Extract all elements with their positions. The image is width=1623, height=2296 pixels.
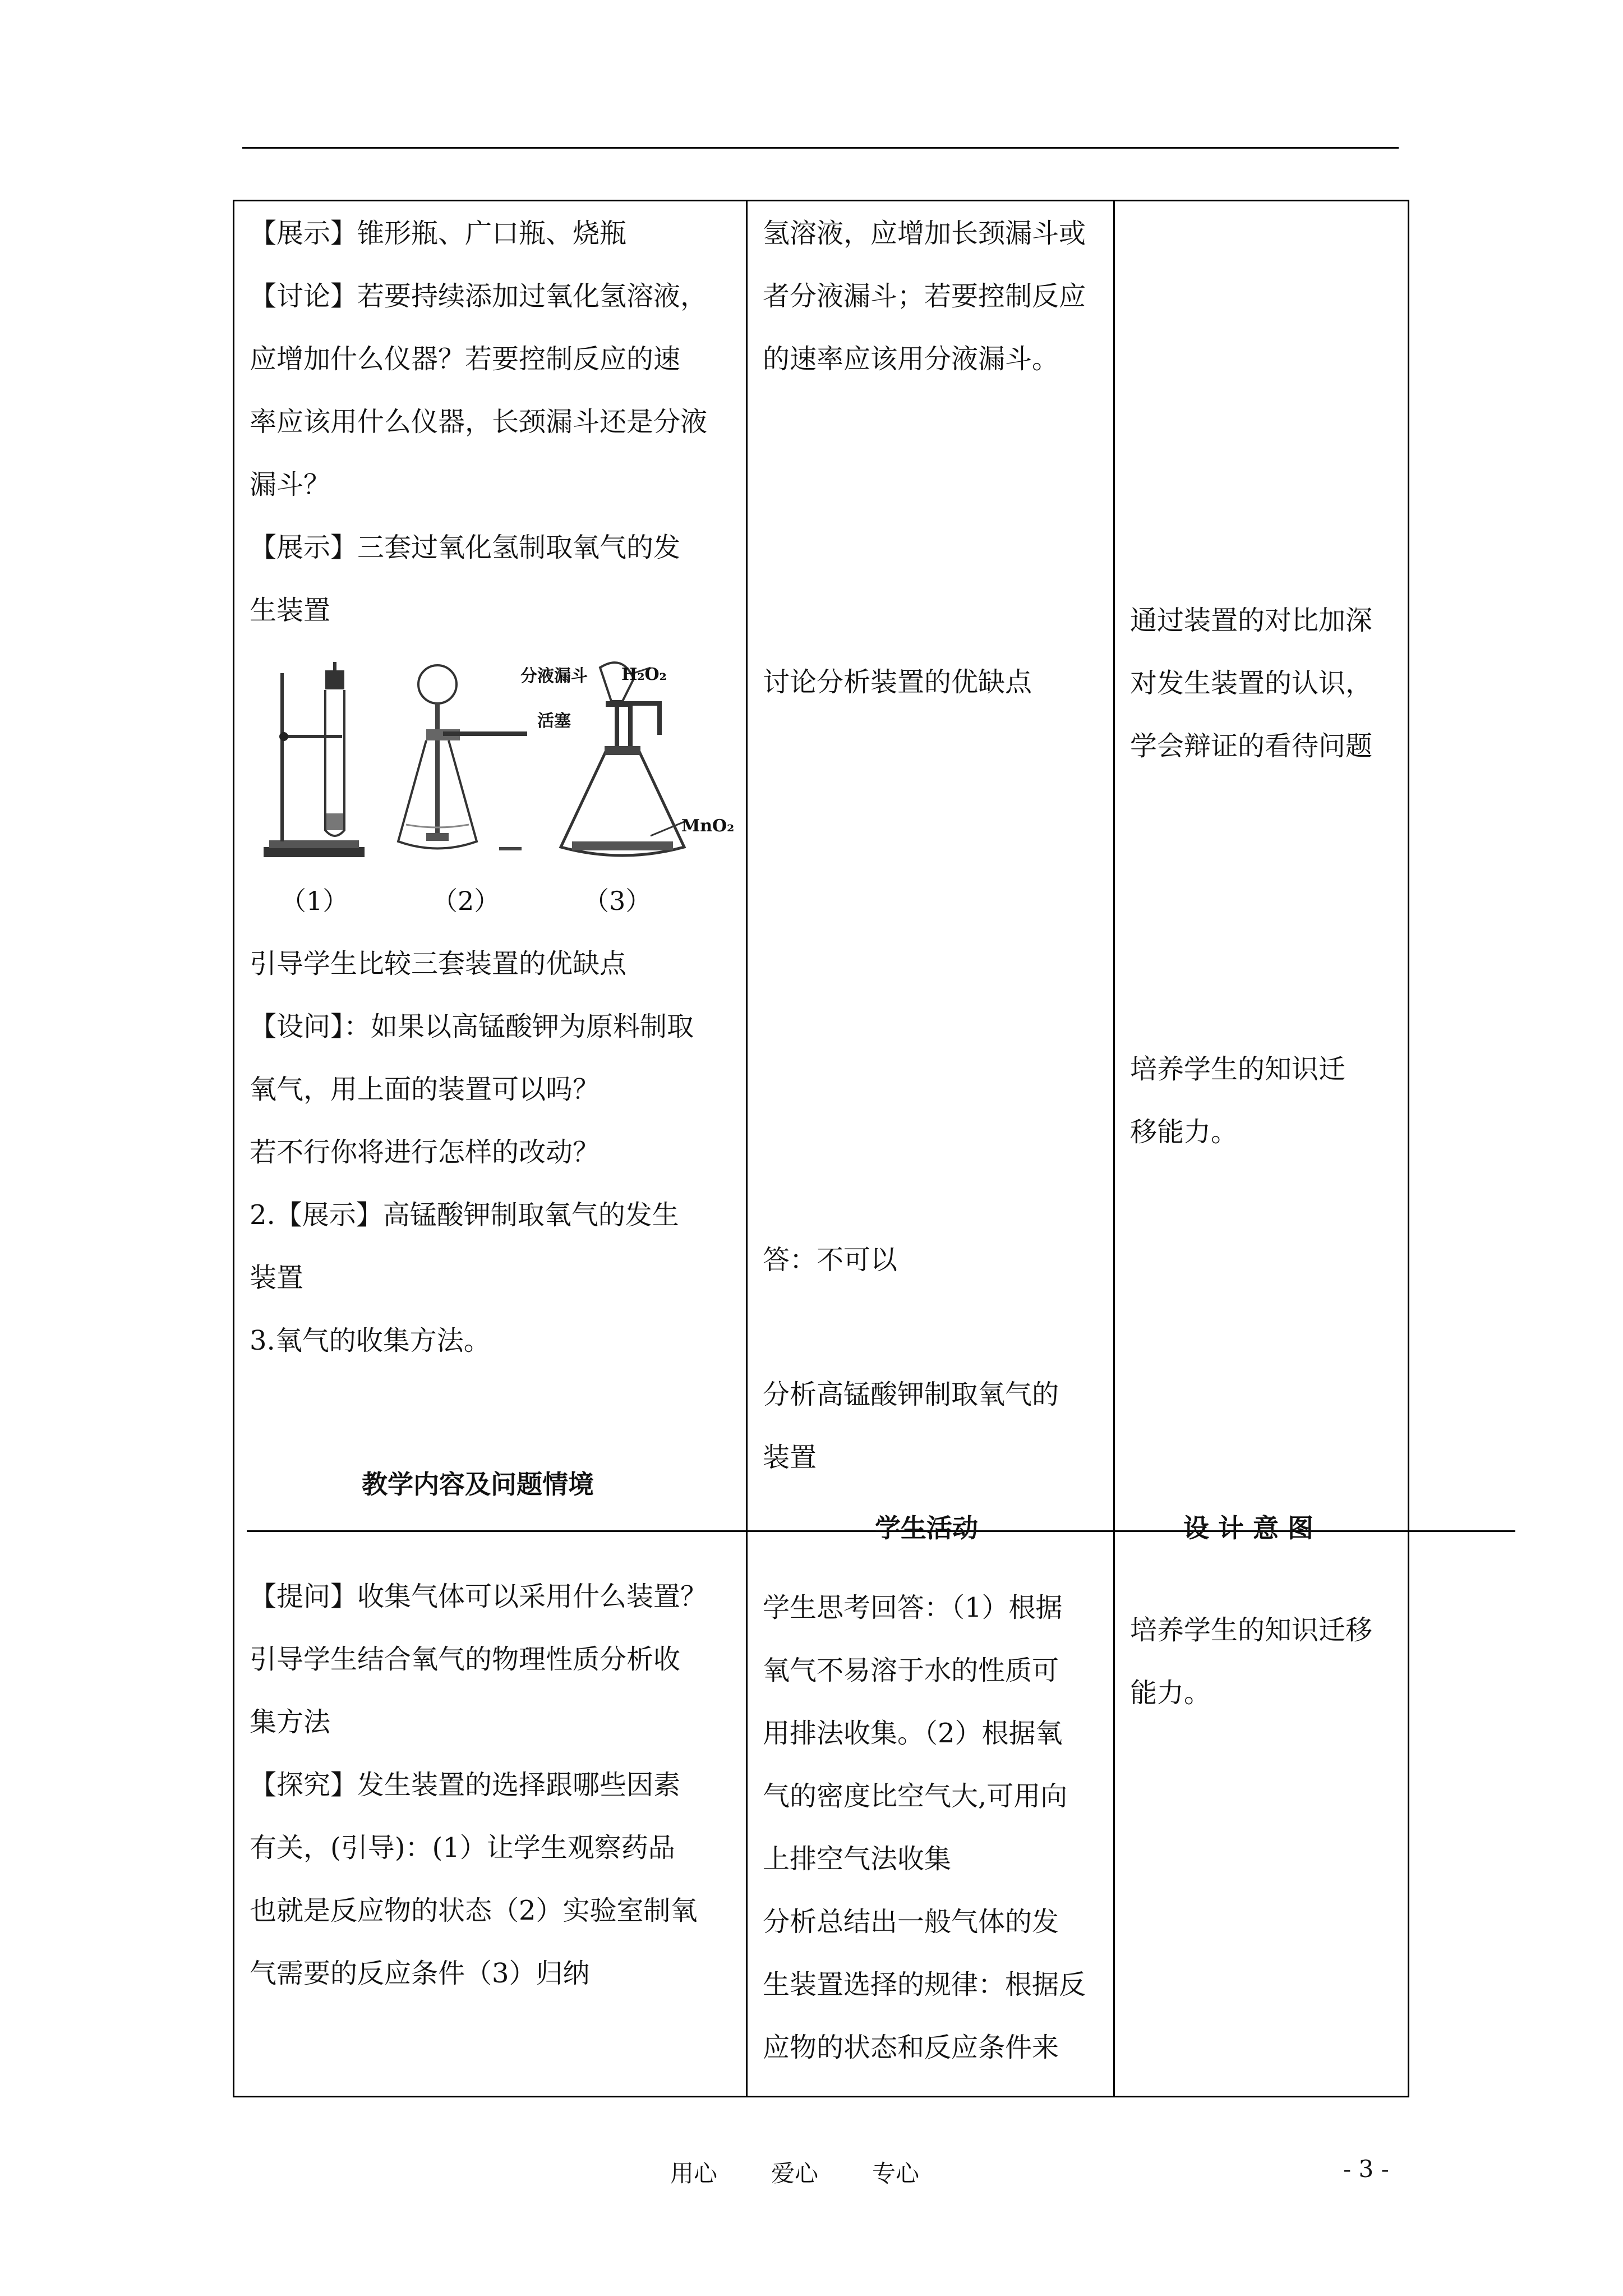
text-line: 培养学生的知识迁移 [1130, 1614, 1373, 1646]
text-line: 能力。 [1130, 1677, 1211, 1709]
row2-student-activity [763, 1576, 1110, 2079]
row1-student-activity-mid [763, 651, 1110, 714]
row1-teaching-content-continued [250, 932, 743, 1372]
text-line: 生装置选择的规律：根据反 [763, 1969, 1086, 2000]
row1-design-intent-b [1130, 1038, 1399, 1163]
apparatus-number-1: （1） [280, 886, 349, 916]
text-line: 通过装置的对比加深 [1130, 605, 1373, 636]
text-line: 的速率应该用分液漏斗。 [763, 343, 1059, 375]
text-line: 集方法 [250, 1706, 331, 1738]
apparatus-3-separatory-funnel-icon [538, 656, 729, 869]
apparatus-label-funnel: 分液漏斗 [520, 666, 588, 686]
row1-teaching-content [250, 202, 743, 642]
footer-motto-3: 专心 [872, 2160, 920, 2187]
text-line: 率应该用什么仪器，长颈漏斗还是分液 [250, 406, 708, 438]
text-line: 氢溶液，应增加长颈漏斗或 [763, 218, 1086, 249]
footer-motto-2: 爱心 [771, 2160, 819, 2187]
text-line: 讨论分析装置的优缺点 [763, 666, 1032, 698]
text-line: 分析总结出一般气体的发 [763, 1906, 1059, 1938]
text-line: 【展示】三套过氧化氢制取氧气的发 [250, 532, 681, 563]
text-line: 若不行你将进行怎样的改动？ [250, 1137, 600, 1168]
text-line: 答：不可以 [763, 1244, 898, 1276]
text-line: 用排法收集。（2）根据氧 [763, 1718, 1063, 1749]
apparatus-number-2: （2） [432, 886, 500, 916]
row1-design-intent-a [1130, 589, 1399, 777]
header-teaching-content: 教学内容及问题情境 [362, 1469, 594, 1499]
text-line: 也就是反应物的状态（2）实验室制氧 [250, 1895, 698, 1926]
text-line: 分析高锰酸钾制取氧气的 [763, 1379, 1059, 1410]
text-line: 氧气不易溶于水的性质可 [763, 1655, 1059, 1686]
row1-student-activity-bottom [763, 1363, 1110, 1489]
text-line: 3.氧气的收集方法。 [250, 1325, 491, 1356]
apparatus-2-flask-icon [387, 662, 533, 864]
table-bottom-border [233, 2096, 1409, 2097]
text-line: 有关，(引导)：(1）让学生观察药品 [250, 1832, 675, 1864]
row2-design-intent [1130, 1599, 1399, 1724]
footer-motto-1: 用心 [670, 2160, 718, 2187]
text-line: 对发生装置的认识， [1130, 668, 1373, 699]
table-divider-1 [746, 200, 748, 2097]
row1-student-activity-top [763, 202, 1110, 390]
text-line: 引导学生结合氧气的物理性质分析收 [250, 1644, 681, 1675]
text-line: 【展示】锥形瓶、广口瓶、烧瓶 [250, 218, 627, 249]
header-design-intent: 设 计 意 图 [1183, 1513, 1314, 1543]
text-line: 气需要的反应条件（3）归纳 [250, 1958, 590, 1989]
text-line: 装置 [250, 1262, 304, 1294]
apparatus-label-mno2: MnO₂ [681, 816, 735, 836]
apparatus-label-h2o2: H₂O₂ [621, 665, 667, 684]
text-line: 上排空气法收集 [763, 1843, 952, 1875]
table-divider-2 [1113, 200, 1115, 2097]
text-line: 学会辩证的看待问题 [1130, 730, 1373, 762]
apparatus-number-3: （3） [583, 886, 652, 916]
apparatus-1-test-tube-icon [258, 662, 370, 864]
table-left-border [233, 200, 234, 2097]
text-line: 装置 [763, 1442, 817, 1473]
text-line: 氧气，用上面的装置可以吗？ [250, 1074, 600, 1105]
text-line: 生装置 [250, 595, 331, 626]
table-right-border [1408, 200, 1409, 2097]
text-line: 培养学生的知识迁 [1130, 1053, 1346, 1085]
row1-student-answer [763, 1228, 1110, 1291]
row2-teaching-content [250, 1565, 743, 2005]
text-line: 引导学生比较三套装置的优缺点 [250, 948, 627, 979]
text-line: 学生思考回答：（1）根据 [763, 1592, 1063, 1623]
text-line: 【讨论】若要持续添加过氧化氢溶液， [250, 280, 708, 312]
text-line: 者分液漏斗；若要控制反应 [763, 280, 1086, 312]
header-student-activity: 学生活动 [875, 1513, 978, 1543]
text-line: 移能力。 [1130, 1116, 1238, 1148]
table-top-border [233, 200, 1409, 201]
text-line: 【提问】收集气体可以采用什么装置？ [250, 1581, 708, 1612]
page-number: - 3 - [1343, 2155, 1389, 2183]
text-line: 2.【展示】高锰酸钾制取氧气的发生 [250, 1199, 679, 1231]
text-line: 应物的状态和反应条件来 [763, 2032, 1059, 2063]
text-line: 漏斗？ [250, 469, 331, 500]
text-line: 【设问】：如果以高锰酸钾为原料制取 [250, 1011, 694, 1042]
text-line: 【探究】发生装置的选择跟哪些因素 [250, 1769, 681, 1801]
text-line: 应增加什么仪器？若要控制反应的速 [250, 343, 681, 375]
header-rule [242, 147, 1399, 149]
text-line: 气的密度比空气大,可用向 [763, 1780, 1068, 1812]
apparatus-label-stopcock: 活塞 [537, 711, 571, 731]
